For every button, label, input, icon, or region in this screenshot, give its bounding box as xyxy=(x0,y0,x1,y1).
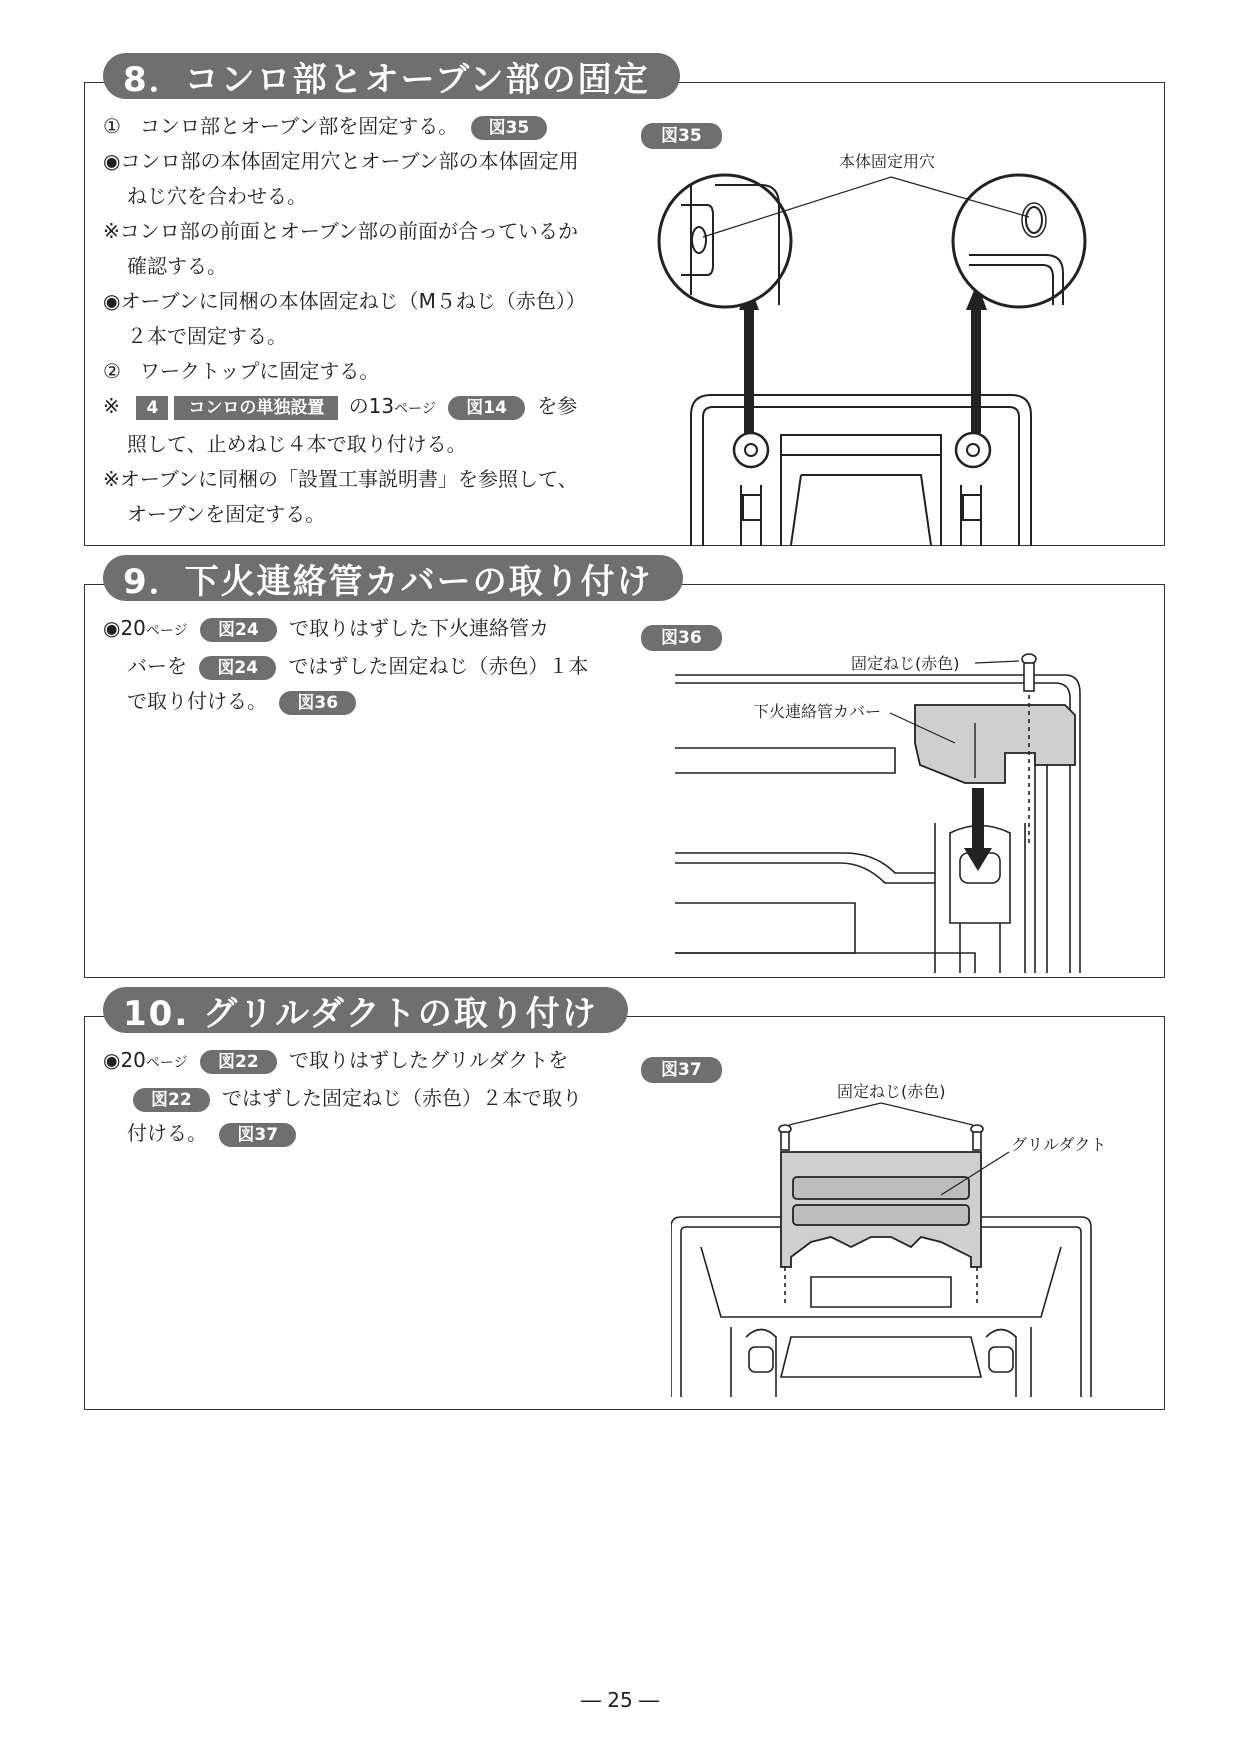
section-title: 8．コンロ部とオーブン部の固定 xyxy=(103,53,680,99)
step-text: コンロ部とオーブン部を固定する。 xyxy=(140,114,459,138)
section-title: 9．下火連絡管カバーの取り付け xyxy=(103,555,683,601)
step-text: ワークトップに固定する。 xyxy=(140,359,380,383)
bullet-text: ではずした固定ねじ（赤色）１本 xyxy=(288,654,589,678)
bullet-line xyxy=(103,1043,703,1081)
section-9 xyxy=(84,561,1165,978)
bullet-line xyxy=(103,284,703,319)
note-line-cont: オーブンを固定する。 xyxy=(127,502,326,526)
bullet-icon: ◉ xyxy=(103,1048,121,1072)
section-8-text xyxy=(103,109,703,532)
section-10-text xyxy=(103,1043,703,1151)
step-number: ① xyxy=(103,114,121,138)
figure-ref-badge[interactable]: 図24 xyxy=(200,618,277,642)
bullet-line-cont: ねじ穴を合わせる。 xyxy=(127,184,307,208)
bullet-text: コンロ部の本体固定用穴とオーブン部の本体固定用 xyxy=(120,149,579,173)
bullet-line xyxy=(103,611,703,649)
section-ref-title[interactable]: コンロの単独設置 xyxy=(174,396,338,420)
bullet-text: バーを xyxy=(127,654,187,678)
figure-ref-badge[interactable]: 図37 xyxy=(219,1123,296,1147)
section-8 xyxy=(84,59,1165,546)
page-number: ― 25 ― xyxy=(580,1688,660,1712)
section-10 xyxy=(84,993,1165,1410)
bullet-text: で取りはずしたグリルダクトを xyxy=(289,1048,569,1072)
callout-label: 本体固定用穴 xyxy=(839,152,936,171)
figure-36-illustration xyxy=(675,653,1135,973)
note-line xyxy=(103,462,703,497)
page-unit: ページ xyxy=(145,623,188,639)
figure-ref-badge[interactable]: 図35 xyxy=(471,116,548,140)
figure-ref-badge[interactable]: 図22 xyxy=(200,1050,277,1074)
figure-label: 図37 xyxy=(641,1057,722,1083)
callout-label: グリルダクト xyxy=(1011,1135,1107,1154)
page-ref: 20 xyxy=(120,1048,146,1072)
page-ref: の13 xyxy=(348,394,395,418)
note-line xyxy=(103,389,703,427)
bullet-icon: ◉ xyxy=(103,616,121,640)
step-2 xyxy=(103,354,703,389)
callout-label: 固定ねじ(赤色) xyxy=(851,654,960,673)
bullet-line-cont xyxy=(103,649,703,684)
note-mark: ※ xyxy=(103,219,120,243)
page-unit: ページ xyxy=(394,401,436,417)
note-line xyxy=(103,214,703,249)
step-1 xyxy=(103,109,703,144)
note-mark: ※ xyxy=(103,467,120,491)
bullet-line-cont: ２本で固定する。 xyxy=(127,324,287,348)
figure-ref-badge[interactable]: 図36 xyxy=(279,691,356,715)
bullet-line-cont xyxy=(103,1116,703,1151)
bullet-text: 付ける。 xyxy=(127,1121,207,1145)
page-unit: ページ xyxy=(145,1055,188,1071)
figure-ref-badge[interactable]: 図22 xyxy=(133,1088,210,1112)
bullet-text: オーブンに同梱の本体固定ねじ（M５ねじ（赤色）） xyxy=(120,289,586,313)
section-ref-number[interactable]: 4 xyxy=(136,396,168,420)
bullet-line-cont xyxy=(103,684,703,719)
note-mark: ※ xyxy=(103,394,120,418)
note-line-cont: 確認する。 xyxy=(127,254,227,278)
step-number: ② xyxy=(103,359,121,383)
section-9-text xyxy=(103,611,703,719)
note-text: オーブンに同梱の「設置工事説明書」を参照して、 xyxy=(119,467,578,491)
bullet-line xyxy=(103,144,703,179)
section-title: 10. グリルダクトの取り付け xyxy=(103,987,628,1033)
callout-label: 固定ねじ(赤色) xyxy=(837,1082,946,1101)
bullet-icon: ◉ xyxy=(103,149,121,173)
figure-35-illustration xyxy=(651,145,1131,545)
bullet-icon: ◉ xyxy=(103,289,121,313)
note-text: コンロ部の前面とオーブン部の前面が合っているか xyxy=(119,219,578,243)
figure-ref-badge[interactable]: 図14 xyxy=(448,396,525,420)
bullet-text: で取り付ける。 xyxy=(127,689,267,713)
callout-label: 下火連絡管カバー xyxy=(753,702,882,721)
figure-37-illustration xyxy=(671,1077,1131,1397)
bullet-line-cont xyxy=(103,1081,703,1116)
note-line-cont: 照して、止めねじ４本で取り付ける。 xyxy=(127,432,467,456)
note-text: を参 xyxy=(537,394,578,418)
figure-ref-badge[interactable]: 図24 xyxy=(199,656,276,680)
figure-label: 図36 xyxy=(641,625,722,651)
bullet-text: ではずした固定ねじ（赤色）２本で取り xyxy=(222,1086,583,1110)
figure-label: 図35 xyxy=(641,123,722,149)
page-ref: 20 xyxy=(120,616,146,640)
bullet-text: で取りはずした下火連絡管カ xyxy=(289,616,550,640)
